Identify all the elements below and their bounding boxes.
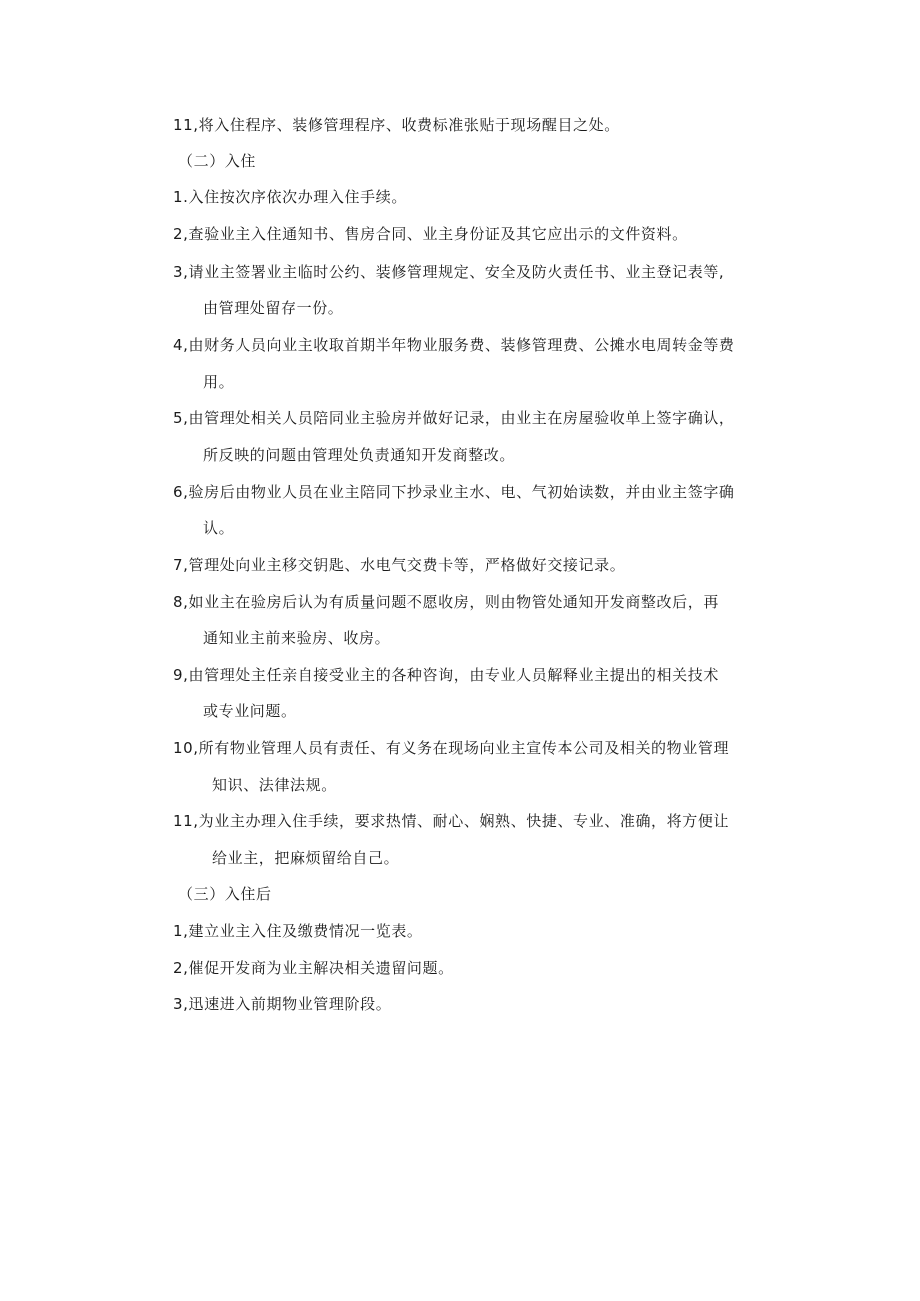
list-item-continuation: 由管理处留存一份。: [203, 299, 344, 317]
list-item-continuation: 所反映的问题由管理处负责通知开发商整改。: [203, 446, 516, 464]
list-item: 10,所有物业管理人员有责任、有义务在现场向业主宣传本公司及相关的物业管理: [173, 739, 730, 757]
list-item-continuation: 认。: [203, 519, 235, 537]
list-item-continuation: 通知业主前来验房、收房。: [203, 629, 391, 647]
section-heading: （三）入住后: [178, 885, 272, 903]
list-item: 9,由管理处主任亲自接受业主的各种咨询，由专业人员解释业主提出的相关技术: [173, 666, 719, 684]
list-item: 5,由管理处相关人员陪同业主验房并做好记录，由业主在房屋验收单上签字确认，: [173, 409, 735, 427]
list-item-continuation: 或专业问题。: [203, 702, 297, 720]
list-item: 3,迅速进入前期物业管理阶段。: [173, 995, 392, 1013]
list-item: 3,请业主签署业主临时公约、装修管理规定、安全及防火责任书、业主登记表等,: [173, 263, 725, 281]
list-item: 11,将入住程序、装修管理程序、收费标准张贴于现场醒目之处。: [173, 116, 620, 134]
list-item: 1,建立业主入住及缴费情况一览表。: [173, 922, 423, 940]
list-item: 8,如业主在验房后认为有质量问题不愿收房，则由物管处通知开发商整改后，再: [173, 593, 719, 611]
list-item: 4,由财务人员向业主收取首期半年物业服务费、装修管理费、公摊水电周转金等费: [173, 336, 735, 354]
list-item-continuation: 用。: [203, 373, 235, 391]
list-item-continuation: 知识、法律法规。: [212, 776, 337, 794]
list-item-continuation: 给业主，把麻烦留给自己。: [212, 849, 400, 867]
list-item: 2,催促开发商为业主解决相关遗留问题。: [173, 959, 454, 977]
list-item: 2,查验业主入住通知书、售房合同、业主身份证及其它应出示的文件资料。: [173, 225, 688, 243]
list-item: 6,验房后由物业人员在业主陪同下抄录业主水、电、气初始读数，并由业主签字确: [173, 483, 735, 501]
list-item: 1.入住按次序依次办理入住手续。: [173, 188, 407, 206]
list-item: 11,为业主办理入住手续，要求热情、耐心、娴熟、快捷、专业、准确，将方便让: [173, 812, 730, 830]
section-heading: （二）入住: [178, 152, 257, 170]
list-item: 7,管理处向业主移交钥匙、水电气交费卡等，严格做好交接记录。: [173, 556, 626, 574]
